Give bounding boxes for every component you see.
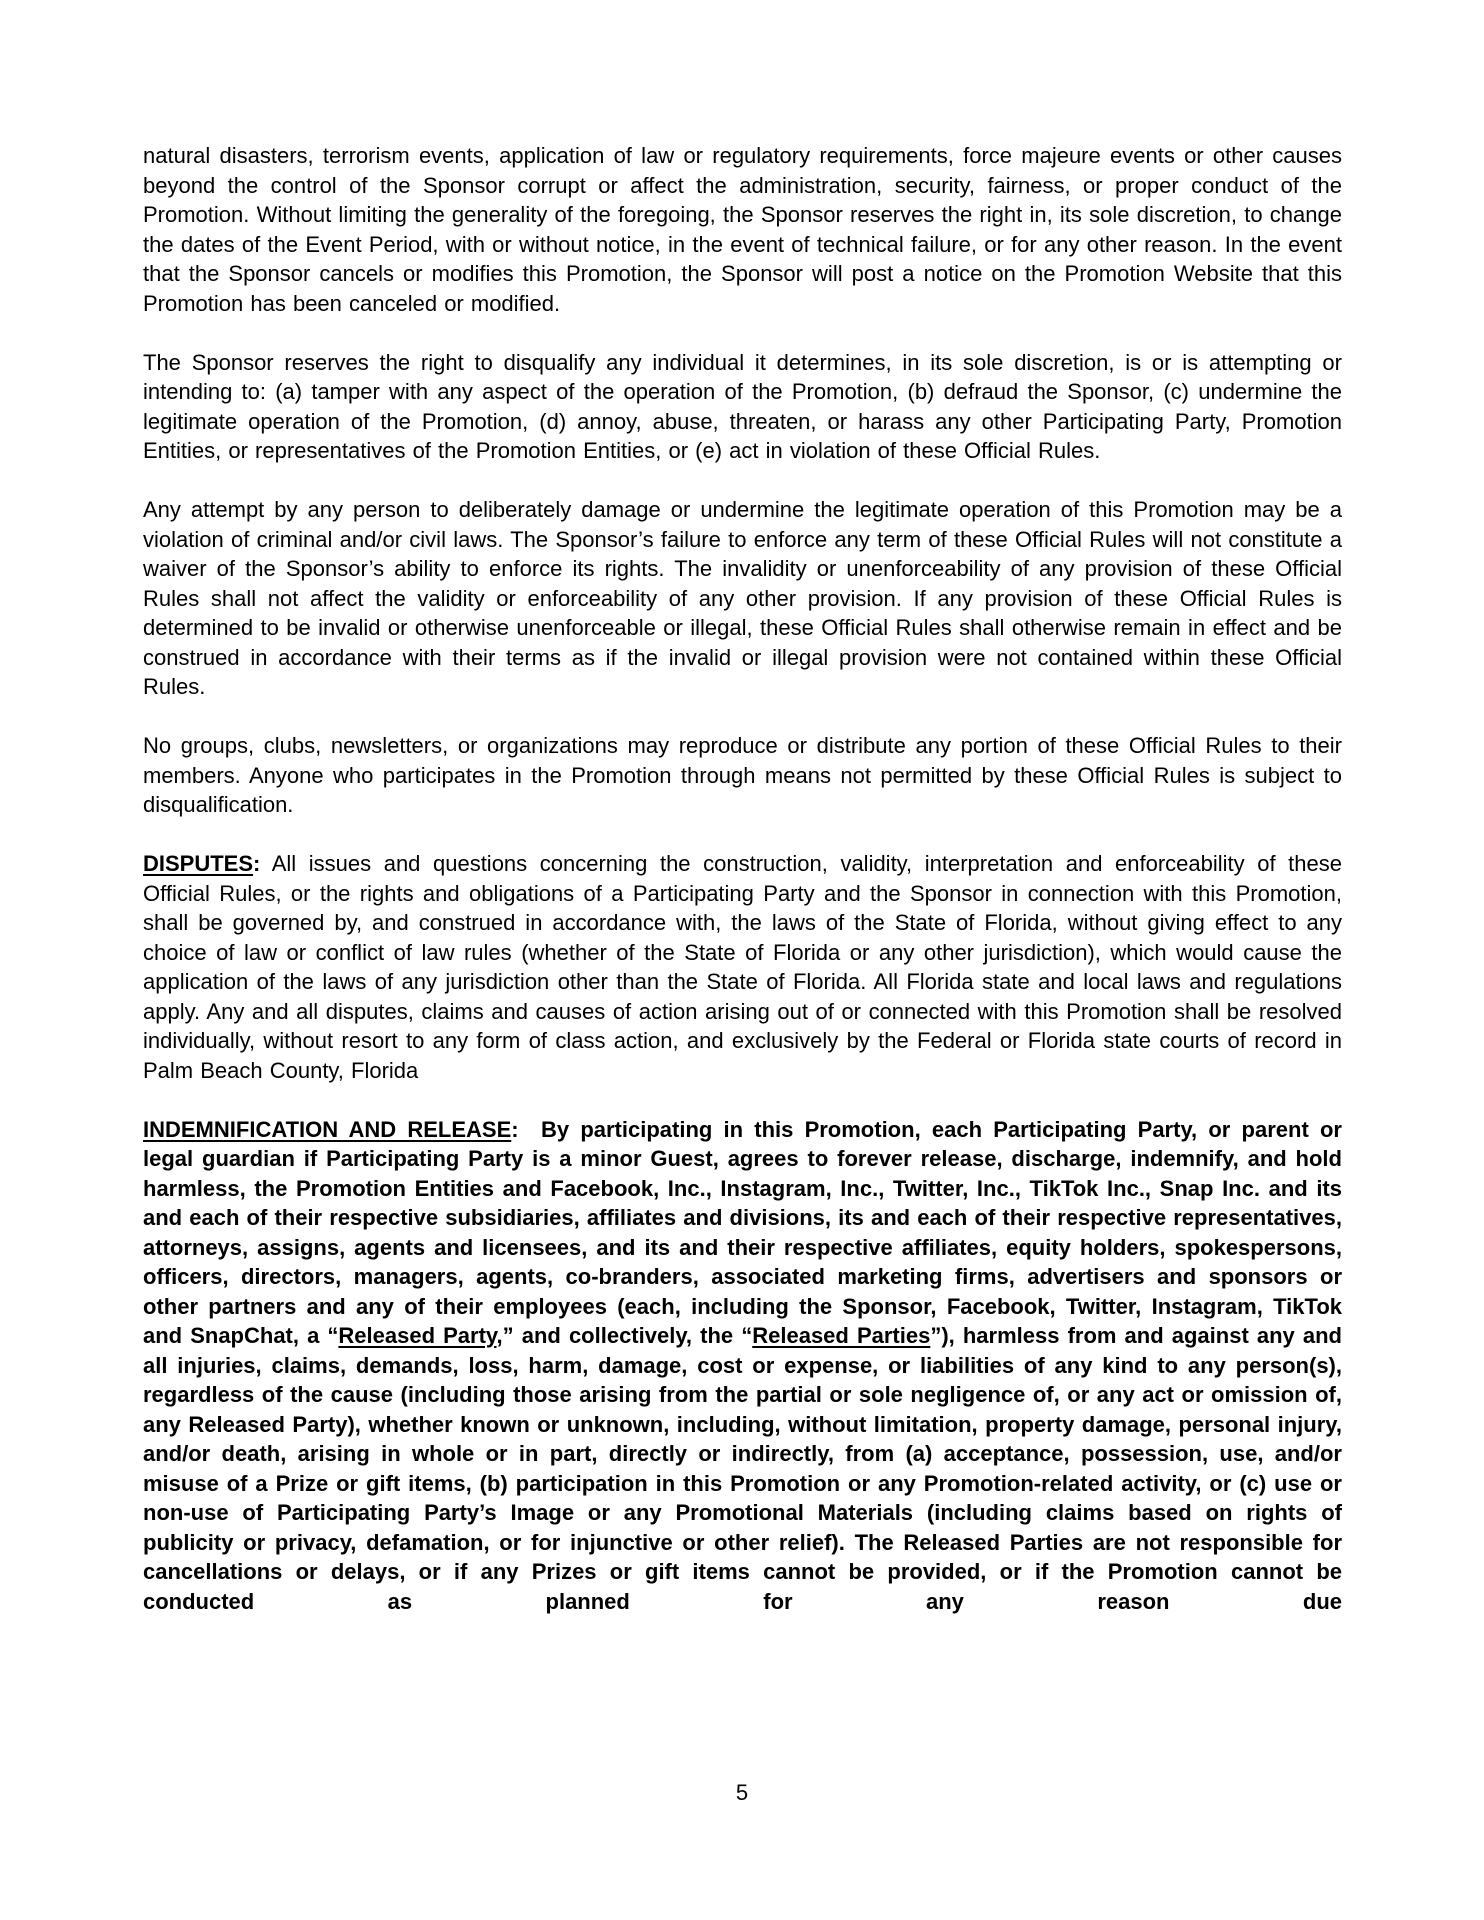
document-body bbox=[143, 141, 1342, 1616]
text-run: : By participating in this Promotion, each Participating Party, or parent or legal guardian if Participating Party is a minor Guest, agrees to forever release, discharge, indemnify, and hold harmless, the Promotion Entities and Facebook, Inc., Instagram, Inc., Twitter, Inc., TikTok Inc., Snap Inc. and its and each of their respective subsidiaries, affiliates and divisions, its and each of their respective representatives, attorneys, assigns, agents and licensees, and its and their respective affiliates, equity holders, spokespersons, officers, directors, managers, agents, co-branders, associated marketing firms, advertisers and sponsors or other partners and any of their employees (each, including the Sponsor, Facebook, Twitter, Instagram, TikTok and SnapChat, a “ bbox=[143, 1116, 1342, 1348]
text-run: The Sponsor reserves the right to disqualify any individual it determines, in its sole discretion, is or is attempting or intending to: (a) tamper with any aspect of the operation of the Promotion, (b) defraud the Sponsor, (c) undermine the legitimate operation of the Promotion, (d) annoy, abuse, threaten, or harass any other Participating Party, Promotion Entities, or representatives of the Promotion Entities, or (e) act in violation of these Official Rules. bbox=[143, 349, 1342, 463]
text-run: No groups, clubs, newsletters, or organizations may reproduce or distribute any portion of these Official Rules to their members. Anyone who participates in the Promotion through means not permitted by these Official Rules is subject to disqualification. bbox=[143, 733, 1342, 817]
paragraph-disputes bbox=[143, 849, 1342, 1085]
text-run: Any attempt by any person to deliberately damage or undermine the legitimate operation of this Promotion may be a violation of criminal and/or civil laws. The Sponsor’s failure to enforce any term of these Official Rules will not constitute a waiver of the Sponsor’s ability to enforce its rights. The invalidity or unenforceability of any provision of these Official Rules shall not affect the validity or enforceability of any other provision. If any provision of these Official Rules is determined to be invalid or otherwise unenforceable or illegal, these Official Rules shall otherwise remain in effect and be construed in accordance with their terms as if the invalid or illegal provision were not contained within these Official Rules. bbox=[143, 497, 1342, 699]
text-run: : bbox=[253, 851, 261, 876]
paragraph-indemnification-and-release bbox=[143, 1115, 1342, 1617]
paragraph-damage-severability bbox=[143, 495, 1342, 702]
text-run: All issues and questions concerning the construction, validity, interpretation and enforceability of these Official Rules, or the rights and obligations of a Participating Party and the Sponsor in connection with this Promotion, shall be governed by, and construed in accordance with, the laws of the State of Florida, without giving effect to any choice of law or conflict of law rules (whether of the State of Florida or any other jurisdiction), which would cause the application of the laws of any jurisdiction other than the State of Florida. All Florida state and local laws and regulations apply. Any and all disputes, claims and causes of action arising out of or connected with this Promotion shall be resolved individually, without resort to any form of class action, and exclusively by the Federal or Florida state courts of record in Palm Beach County, Florida bbox=[143, 851, 1342, 1083]
text-run: natural disasters, terrorism events, application of law or regulatory requirements, force majeure events or other causes beyond the control of the Sponsor corrupt or affect the administration, security, fairness, or proper conduct of the Promotion. Without limiting the generality of the foregoing, the Sponsor reserves the right in, its sole discretion, to change the dates of the Event Period, with or without notice, in the event of technical failure, or for any other reason. In the event that the Sponsor cancels or modifies this Promotion, the Sponsor will post a notice on the Promotion Website that this Promotion has been canceled or modified. bbox=[143, 143, 1342, 316]
paragraph-no-reproduction bbox=[143, 731, 1342, 820]
text-run: ”), harmless from and against any and all injuries, claims, demands, loss, harm, damage, cost or expense, or liabilities of any kind to any person(s), regardless of the cause (including those arising from the partial or sole negligence of, or any act or omission of, any Released Party), whether known or unknown, including, without limitation, property damage, personal injury, and/or death, arising in whole or in part, directly or indirectly, from (a) acceptance, possession, use, and/or misuse of a Prize or gift items, (b) participation in this Promotion or any Promotion-related activity, or (c) use or non-use of Participating Party’s Image or any Promotional Materials (including claims based on rights of publicity or privacy, defamation, or for injunctive or other relief). The Released Parties are not responsible for cancellations or delays, or if any Prizes or gift items cannot be provided, or if the Promotion cannot be conducted as planned for any reason due bbox=[143, 1323, 1342, 1614]
disputes-heading: DISPUTES bbox=[143, 851, 254, 876]
released-parties-term: Released Parties bbox=[752, 1323, 931, 1348]
released-party-term: Released Party bbox=[338, 1323, 497, 1348]
paragraph-force-majeure-continued bbox=[143, 141, 1342, 318]
page-number: 5 bbox=[735, 1780, 749, 1805]
text-run: ,” and collectively, the “ bbox=[496, 1323, 753, 1348]
page-footer bbox=[0, 1778, 1484, 1808]
indemnification-heading: INDEMNIFICATION AND RELEASE bbox=[143, 1116, 512, 1142]
paragraph-disqualification-rights bbox=[143, 348, 1342, 466]
